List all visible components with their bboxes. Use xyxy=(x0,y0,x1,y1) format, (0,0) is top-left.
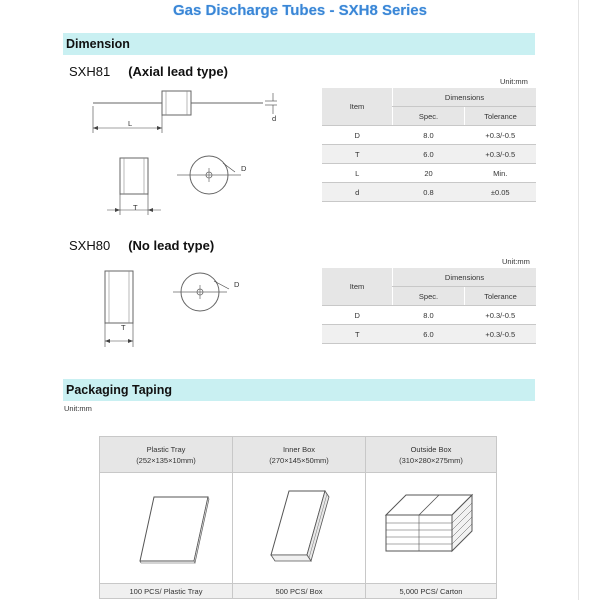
outside-box-quantity: 5,000 PCS/ Carton xyxy=(366,584,497,599)
sxh80-heading xyxy=(69,238,214,253)
sxh81-label-d: d xyxy=(272,114,277,123)
sxh81-type: (Axial lead type) xyxy=(128,64,228,79)
packaging-header-outside-box: Outside Box (310×280×275mm) xyxy=(366,437,497,473)
plastic-tray-quantity: 100 PCS/ Plastic Tray xyxy=(100,584,233,599)
inner-box-illustration xyxy=(233,473,366,584)
sxh80-model: SXH80 xyxy=(69,238,111,253)
sxh81-label-D: D xyxy=(241,164,247,173)
sxh81-label-L: L xyxy=(128,119,133,128)
sxh81-axial-drawing xyxy=(85,88,285,228)
plastic-tray-illustration xyxy=(100,473,233,584)
dimension-section-header: Dimension xyxy=(63,33,535,55)
sxh80-dimension-table xyxy=(322,268,536,344)
tolerance-header: Tolerance xyxy=(465,287,537,306)
sxh80-label-D: D xyxy=(234,280,240,289)
sxh80-unit: Unit:mm xyxy=(502,257,530,266)
table-row: D 8.0 +0.3/-0.5 xyxy=(322,306,536,325)
table-row: L 20 Min. xyxy=(322,164,536,183)
sxh80-label-T: T xyxy=(121,323,126,332)
table-row: D 8.0 +0.3/-0.5 xyxy=(322,126,536,145)
table-row: T 6.0 +0.3/-0.5 xyxy=(322,325,536,344)
sxh81-unit: Unit:mm xyxy=(500,77,528,86)
packaging-section-header: Packaging Taping xyxy=(63,379,535,401)
packaging-unit: Unit:mm xyxy=(64,404,92,413)
packaging-table xyxy=(99,436,497,599)
dimensions-header: Dimensions xyxy=(393,88,537,107)
spec-header: Spec. xyxy=(393,287,465,306)
sxh81-dimension-table xyxy=(322,88,536,202)
outside-box-illustration xyxy=(366,473,497,584)
item-header: Item xyxy=(322,268,393,306)
inner-box-quantity: 500 PCS/ Box xyxy=(233,584,366,599)
sxh81-label-T: T xyxy=(133,203,138,212)
sxh81-heading xyxy=(69,64,228,79)
table-row: T 6.0 +0.3/-0.5 xyxy=(322,145,536,164)
page-edge-line xyxy=(578,0,579,600)
tolerance-header: Tolerance xyxy=(465,107,537,126)
page-title: Gas Discharge Tubes - SXH8 Series xyxy=(173,2,427,19)
packaging-header-tray: Plastic Tray (252×135×10mm) xyxy=(100,437,233,473)
spec-header: Spec. xyxy=(393,107,465,126)
sxh81-model: SXH81 xyxy=(69,64,111,79)
table-row: d 0.8 ±0.05 xyxy=(322,183,536,202)
item-header: Item xyxy=(322,88,393,126)
dimensions-header: Dimensions xyxy=(393,268,537,287)
packaging-header-inner-box: Inner Box (270×145×50mm) xyxy=(233,437,366,473)
sxh80-type: (No lead type) xyxy=(128,238,215,253)
sxh80-drawing xyxy=(95,265,255,355)
